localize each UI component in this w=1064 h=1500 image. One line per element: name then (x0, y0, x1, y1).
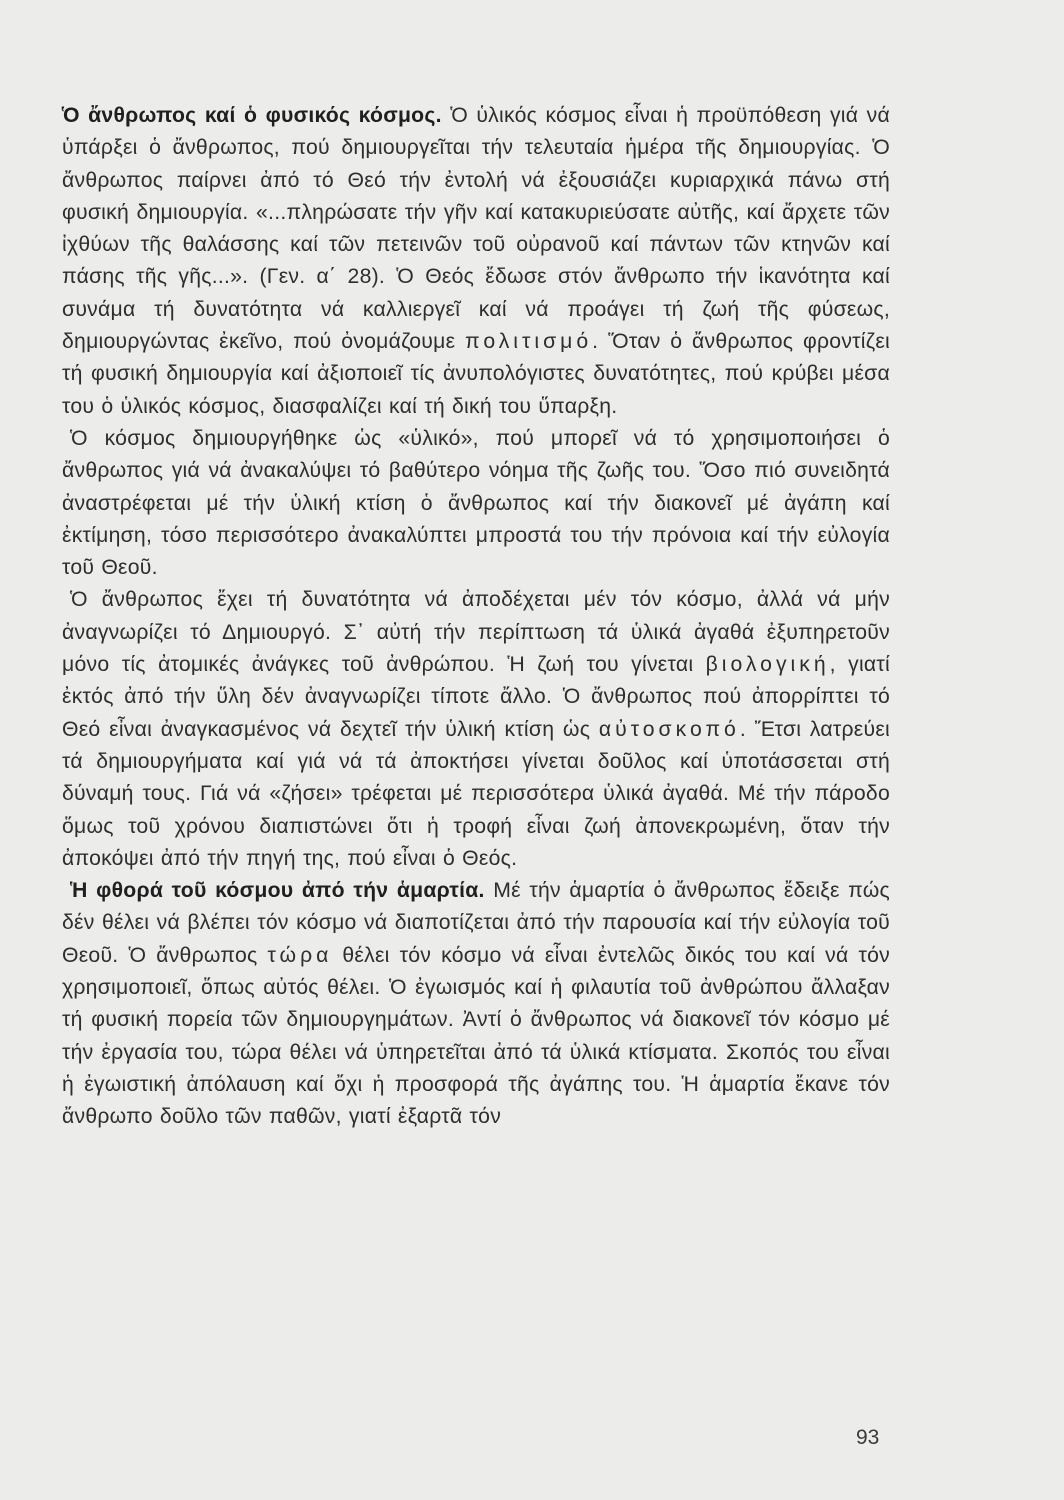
paragraph-text: Ὁ κόσμος δημιουργήθηκε ὡς «ὑλικό», πού μπορεῖ νά τό χρησιμοποιήσει ὁ ἄνθρωπος γιά νά ἀνακαλύψει τό βαθύτερο νόημα τῆς ζωῆς του. Ὅσο πιό συνειδητά ἀναστρέφεται μέ τήν ὑλική κτίση ὁ ἄνθρωπος καί τήν διακονεῖ μέ ἀγάπη καί ἐκτίμηση, τόσο περισσότερο ἀνακαλύπτει μπροστά του τήν πρόνοια καί τήν εὐλογία τοῦ Θεοῦ. (62, 426, 890, 580)
paragraph-text: Ὁ ὑλικός κόσμος εἶναι ἡ προϋπόθεση γιά νά ὑπάρξει ὁ ἄνθρωπος, πού δημιουργεῖται τήν τελευταία ἡμέρα τῆς δημιουργίας. Ὁ ἄνθρωπος παίρνει ἀπό τό Θεό τήν ἐντολή νά ἐξουσιάζει κυριαρχικά πάνω στή φυσική δημιουργία. «...πληρώσατε τήν γῆν καί κατακυριεύσατε αὐτῆς, καί ἄρχετε τῶν ἰχθύων τῆς θαλάσσης καί τῶν πετεινῶν τοῦ οὐρανοῦ καί πάντων τῶν κτηνῶν καί πάσης τῆς γῆς...». (Γεν. α΄ 28). Ὁ Θεός ἔδωσε στόν ἄνθρωπο τήν ἱκανότητα καί συνάμα τή δυνατότητα νά καλλιεργεῖ καί νά προάγει τή ζωή τῆς φύσεως, δημιουργώντας ἐκεῖνο, πού ὀνομάζουμε (62, 104, 891, 354)
page-body (62, 100, 890, 1134)
paragraph-3 (62, 584, 890, 875)
paragraph-4 (62, 875, 890, 1133)
spaced-word: πολιτισμό (465, 330, 593, 354)
paragraph-text: Μέ τήν ἁμαρτία ὁ ἄνθρωπος ἔδειξε πώς δέν θέλει νά βλέπει τόν κόσμο νά διαποτίζεται ἀπό τήν παρουσία καί τήν εὐλογία τοῦ Θεοῦ. Ὁ ἄνθρωπος (62, 879, 891, 967)
paragraph-1 (62, 100, 890, 423)
paragraph-text: θέλει τόν κόσμο νά εἶναι ἐντελῶς δικός του καί νά τόν χρησιμοποιεῖ, ὅπως αὐτός θέλει. Ὁ ἐγωισμός καί ἡ φιλαυτία τοῦ ἀνθρώπου ἄλλαξαν τή φυσική πορεία τῶν δημιουργημάτων. Ἀντί ὁ ἄνθρωπος νά διακονεῖ τόν κόσμο μέ τήν ἐργασία του, τώρα θέλει νά ὑπηρετεῖται ἀπό τά ὑλικά κτίσματα. Σκοπός του εἶναι ἡ ἐγωιστική ἀπόλαυση καί ὄχι ἡ προσφορά τῆς ἀγάπης του. Ἡ ἁμαρτία ἔκανε τόν ἄνθρωπο δοῦλο τῶν παθῶν, γιατί ἐξαρτᾶ τόν (62, 943, 890, 1129)
section-heading-2: Ἡ φθορά τοῦ κόσμου ἀπό τήν ἁμαρτία. (70, 879, 485, 903)
paragraph-text: Ὁ ἄνθρωπος ἔχει τή δυνατότητα νά ἀποδέχεται μέν τόν κόσμο, ἀλλά νά μήν ἀναγνωρίζει τό Δημιουργό. Σ᾽ αὐτή τήν περίπτωση τά ὑλικά ἀγαθά ἐξυπηρετοῦν μόνο τίς ἀτομικές ἀνάγκες τοῦ ἀνθρώπου. Ἡ ζωή του γίνεται (62, 588, 890, 677)
section-heading-1: Ὁ ἄνθρωπος καί ὁ φυσικός κόσμος. (62, 104, 442, 127)
paragraph-text: . Ὅταν ὁ ἄνθρωπος φροντίζει τή φυσική δημιουργία καί ἀξιοποιεῖ τίς ἀνυπολόγιστες δυνατότητες, πού κρύβει μέσα του ὁ ὑλικός κόσμος, διασφαλίζει καί τή δική του ὕπαρξη. (62, 330, 890, 418)
spaced-word: τώρα (267, 943, 333, 967)
paragraph-2 (62, 423, 890, 584)
paragraph-text: , γιατί ἐκτός ἀπό τήν ὕλη δέν ἀναγνωρίζει τίποτε ἄλλο. Ὁ ἄνθρωπος πού ἀπορρίπτει τό Θεό εἶναι ἀναγκασμένος νά δεχτεῖ τήν ὑλική κτίση ὡς (62, 653, 890, 741)
page-number: 93 (856, 1426, 880, 1449)
spaced-word: αὐτοσκοπό (598, 717, 740, 741)
spaced-word: βιολογική (705, 653, 830, 677)
paragraph-text: . Ἔτσι λατρεύει τά δημιουργήματα καί γιά νά τά ἀποκτήσει γίνεται δοῦλος καί ὑποτάσσεται στή δύναμή τους. Γιά νά «ζήσει» τρέφεται μέ περισσότερα ὑλικά ἀγαθά. Μέ τήν πάροδο ὅμως τοῦ χρόνου διαπιστώνει ὅτι ἡ τροφή εἶναι ζωή ἀπονεκρωμένη, ὅταν τήν ἀποκόψει ἀπό τήν πηγή της, πού εἶναι ὁ Θεός. (62, 717, 890, 870)
